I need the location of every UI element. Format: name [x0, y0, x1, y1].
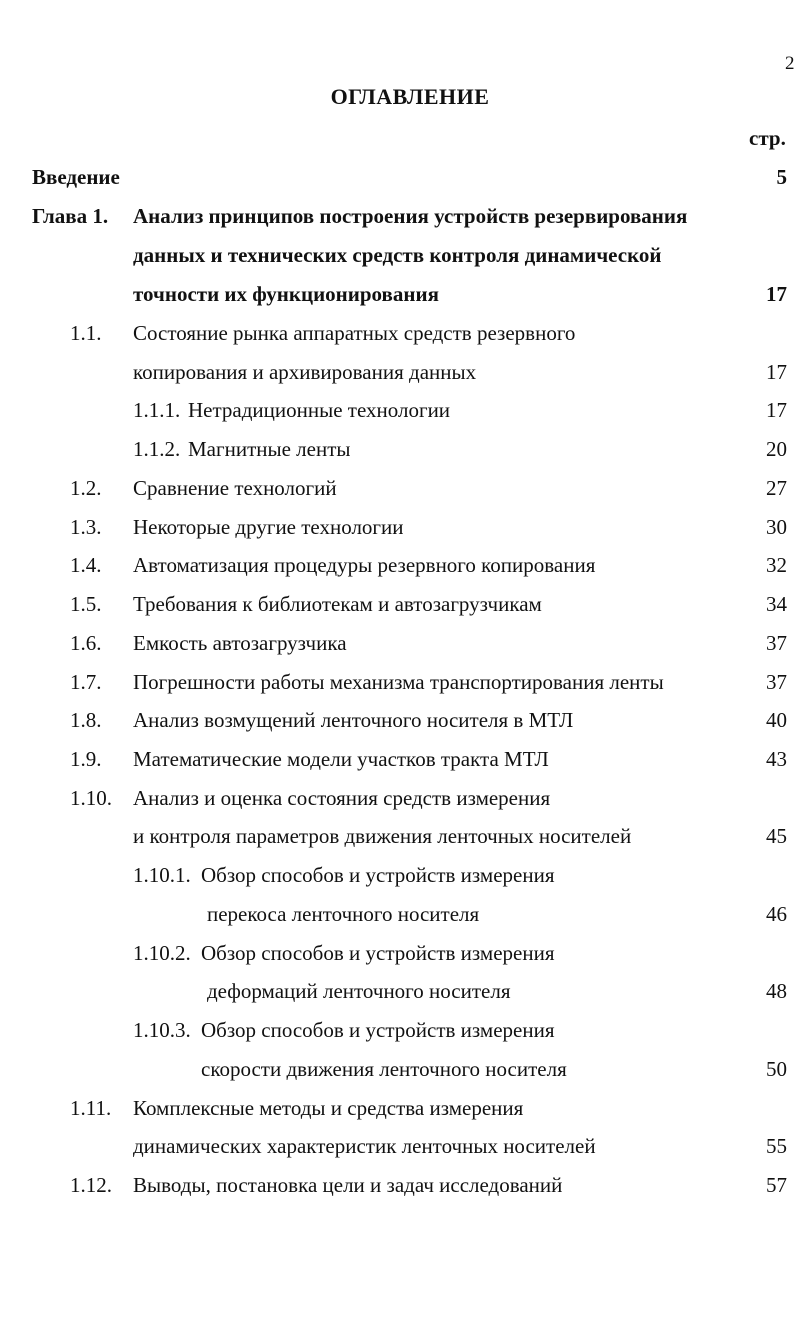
toc-entry-title: Математические модели участков тракта МТЛ	[133, 747, 549, 771]
toc-entry-1-8[interactable]	[0, 708, 797, 747]
toc-entry-number: 1.3.	[70, 515, 102, 539]
toc-entry-chapter-1-cont	[0, 282, 797, 321]
toc-entry-1-9[interactable]	[0, 747, 797, 786]
page-title: ОГЛАВЛЕНИЕ	[330, 84, 490, 109]
toc-entry-title: Анализ возмущений ленточного носителя в МТЛ	[133, 708, 574, 732]
toc-entry-page: 17	[766, 360, 787, 384]
toc-entry-title: Некоторые другие технологии	[133, 515, 404, 539]
toc-entry-title: Введение	[32, 165, 120, 189]
toc-entry-number: 1.10.	[70, 786, 112, 810]
toc-entry-number: 1.6.	[70, 631, 102, 655]
toc-entry-title: точности их функционирования	[133, 282, 439, 306]
toc-entry-title: Нетрадиционные технологии	[188, 398, 451, 422]
toc-entry-1-10-3-cont	[0, 1057, 797, 1096]
toc-entry-1-2[interactable]	[0, 476, 797, 515]
toc-entry-1-10-1[interactable]	[0, 863, 797, 902]
toc-entry-title: скорости движения ленточного носителя	[201, 1057, 567, 1081]
toc-entry-title: Сравнение технологий	[133, 476, 337, 500]
toc-entry-1-10[interactable]	[0, 786, 797, 825]
toc-entry-number: 1.12.	[70, 1173, 112, 1197]
toc-entry-page: 32	[766, 553, 787, 577]
toc-entry-page: 27	[766, 476, 787, 500]
toc-entry-number: 1.10.1.	[133, 863, 191, 887]
page-number: 2	[785, 53, 795, 74]
toc-entry-page: 55	[766, 1134, 787, 1158]
toc-entry-chapter-1-cont	[0, 243, 797, 282]
toc-entry-page: 43	[766, 747, 787, 771]
toc-entry-title: Выводы, постановка цели и задач исследований	[133, 1173, 563, 1197]
toc-entry-title: динамических характеристик ленточных носителей	[133, 1134, 596, 1158]
toc-entry-page: 48	[766, 979, 787, 1003]
toc-entry-title: данных и технических средств контроля динамической	[133, 243, 662, 267]
toc-entry-1-1-2[interactable]	[0, 437, 797, 476]
toc-entry-number: 1.1.	[70, 321, 102, 345]
toc-entry-intro[interactable]	[0, 165, 797, 204]
toc-entry-page: 37	[766, 631, 787, 655]
toc-entry-title: Анализ и оценка состояния средств измерения	[133, 786, 551, 810]
toc-entry-1-10-cont	[0, 824, 797, 863]
toc-entry-title: Анализ принципов построения устройств резервирования	[133, 204, 688, 228]
toc-entry-title: Емкость автозагрузчика	[133, 631, 347, 655]
toc-entry-number: 1.1.1.	[133, 398, 181, 422]
toc-entry-page: 17	[766, 398, 787, 422]
toc-entry-1-1-cont	[0, 360, 797, 399]
toc-entry-1-1[interactable]	[0, 321, 797, 360]
toc-entry-page: 17	[766, 282, 787, 306]
toc-entry-page: 40	[766, 708, 787, 732]
toc-entry-title: Обзор способов и устройств измерения	[201, 863, 555, 887]
toc-entry-1-5[interactable]	[0, 592, 797, 631]
toc-entry-title: Погрешности работы механизма транспортирования ленты	[133, 670, 664, 694]
toc-entry-chapter-1[interactable]	[0, 204, 797, 243]
toc-entry-number: 1.2.	[70, 476, 102, 500]
toc-entry-page: 46	[766, 902, 787, 926]
toc-entry-title: Требования к библиотекам и автозагрузчикам	[133, 592, 542, 616]
toc-entry-number: 1.7.	[70, 670, 102, 694]
toc-entry-number: 1.9.	[70, 747, 102, 771]
toc-entry-page: 5	[776, 165, 787, 189]
toc-entry-title: Состояние рынка аппаратных средств резервного	[133, 321, 576, 345]
toc-entry-page: 50	[766, 1057, 787, 1081]
toc-entry-1-1-1[interactable]	[0, 398, 797, 437]
toc-entry-1-12[interactable]	[0, 1173, 797, 1212]
toc-entry-title: Обзор способов и устройств измерения	[201, 941, 555, 965]
toc-entry-page: 30	[766, 515, 787, 539]
toc-entry-number: 1.1.2.	[133, 437, 181, 461]
toc-entry-title: перекоса ленточного носителя	[207, 902, 480, 926]
toc-entry-page: 45	[766, 824, 787, 848]
page-column-label: стр.	[749, 126, 786, 150]
toc-entry-title: и контроля параметров движения ленточных носителей	[133, 824, 632, 848]
toc-entry-1-10-1-cont	[0, 902, 797, 941]
toc-entry-number: 1.5.	[70, 592, 102, 616]
toc-entry-page: 34	[766, 592, 787, 616]
toc-entry-title: копирования и архивирования данных	[133, 360, 477, 384]
toc-entry-title: Автоматизация процедуры резервного копирования	[133, 553, 596, 577]
toc-entry-1-3[interactable]	[0, 515, 797, 554]
toc-entry-1-4[interactable]	[0, 553, 797, 592]
toc-entry-page: 57	[766, 1173, 787, 1197]
toc-entry-1-11[interactable]	[0, 1096, 797, 1135]
toc-entry-number: 1.10.2.	[133, 941, 191, 965]
chapter-label: Глава 1.	[32, 204, 109, 228]
toc-entry-page: 37	[766, 670, 787, 694]
toc-entry-1-7[interactable]	[0, 670, 797, 709]
toc-entry-number: 1.10.3.	[133, 1018, 191, 1042]
toc-entry-title: Комплексные методы и средства измерения	[133, 1096, 524, 1120]
toc-entry-page: 20	[766, 437, 787, 461]
toc-entry-1-10-3[interactable]	[0, 1018, 797, 1057]
toc-entry-1-10-2[interactable]	[0, 941, 797, 980]
toc-entry-title: Обзор способов и устройств измерения	[201, 1018, 555, 1042]
toc-entry-number: 1.11.	[70, 1096, 112, 1120]
toc-entry-title: Магнитные ленты	[188, 437, 351, 461]
toc-entry-title: деформаций ленточного носителя	[207, 979, 511, 1003]
toc-entry-number: 1.8.	[70, 708, 102, 732]
toc-entry-1-6[interactable]	[0, 631, 797, 670]
toc-entry-number: 1.4.	[70, 553, 102, 577]
toc-entry-1-11-cont	[0, 1134, 797, 1173]
toc-entry-1-10-2-cont	[0, 979, 797, 1018]
